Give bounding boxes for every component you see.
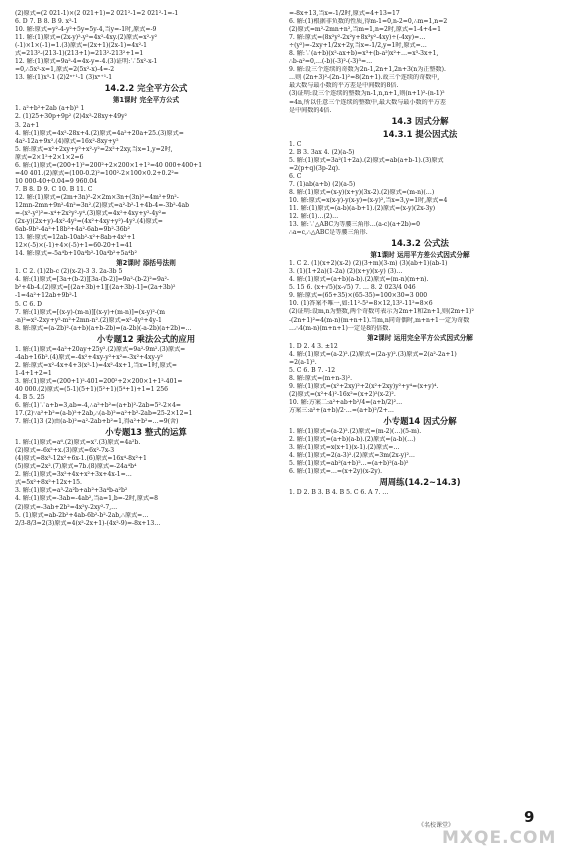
- answer-line: 8. 解:∵(a+b)(x²-ax+b)=x³+(b-a²)x²+…=x³-3x+1,: [289, 50, 439, 58]
- section-heading: 14.3.2 公式法: [391, 238, 449, 249]
- answer-line: 1. 解:(1)原式=4a²+20ay+25y².(2)原式=9a²-9m².(3)原式=: [15, 345, 186, 353]
- answer-line: (-1)×1×(-1)=1.(3)原式=(2x+1)(2x-1)=4x²-1: [15, 42, 148, 50]
- answer-line: 4. 解:(1)原式=[3a+(b-2)][3a-(b-2)]=9a²-(b-2)²=9a²-: [15, 276, 169, 284]
- answer-line: 6ab-9b²-4a²+18b²+4a²-6ab=9b²-36b²: [15, 226, 130, 234]
- answer-line: 式=213²-(213-1)(213+1)=213²-213²+1=1: [15, 50, 144, 58]
- section-heading: 14.2.2 完全平方公式: [104, 83, 188, 94]
- answer-line: 2. 解:原式=x²-4x+4+3(x²-1)=4x²-4x+1,当x=1时,原式=: [15, 361, 177, 369]
- answer-line: =-(x²-y²)²=-x⁴+2x²y²-y⁴.(3)原式=4x²+4xy+y²-4y²=: [15, 210, 167, 218]
- answer-line: 5. 15 6. (x+√5)(x-√5) 7. … 8. 2 023/4 046: [289, 284, 416, 292]
- answer-line: 3. 2a+1: [15, 121, 40, 129]
- answer-line: =2(p+q)(3p-2q).: [289, 164, 340, 172]
- answer-line: 5. 解:(1)原式=ab²(a+b)²…=(a+b)²(a-b)²: [289, 460, 409, 468]
- answer-line: 12. 解:(1)…(2)…: [289, 213, 339, 221]
- section-heading: 小专题14 因式分解: [383, 416, 457, 427]
- answer-line: 1. 解:(1)原式=(a-2)².(2)原式=(m-2)(…)(5-m).: [289, 428, 422, 436]
- answer-line: 8. 解:原式=(a-2b)²-(a+b)(a+b-2b)=(a-2b)(-a-2b)(a+2b)=…: [15, 324, 192, 332]
- answer-line: 1. C 2. (1)(x+2)(x-2) (2)(3+m)(3-m) (3)(ab+1)(ab-1): [289, 260, 448, 268]
- answer-line: 8. 解:原式=(m+n-3)².: [289, 374, 353, 382]
- answer-line: (3)证明:设三个连续的整数为n-1,n,n+1,则(n+1)²-(n-1)²: [289, 90, 445, 98]
- answer-line: 13. 解:∵△ABC为等腰三角形…(a-c)(a+2b)=0: [289, 221, 420, 229]
- answer-line: 1. a²+b²+2ab (a+b)² 1: [15, 105, 85, 113]
- answer-line: 1. 解:(1)原式=a⁶.(2)原式=x⁷.(3)原式=4a²b.: [15, 439, 141, 447]
- right-column: [289, 10, 551, 497]
- answer-line: 原式=2×1²+2×1×2=6: [15, 153, 84, 161]
- answer-line: 4. 解:(1)原式=(a-2)².(2)原式=(2a-y)².(3)原式=2(a²-2a+1): [289, 350, 457, 358]
- answer-line: (2)原式=m²-2mn+n²,当m=1,n=2时,原式=1-4+4=1: [289, 26, 441, 34]
- section-heading: 小专题12 乘法公式的应用: [96, 333, 196, 344]
- section-heading: 周周练(14.2~14.3): [379, 477, 461, 488]
- answer-line: =2(a-1)².: [289, 358, 317, 366]
- answer-line: 方案三:a²+(a+b)/2·…=(a+b)²/2+…: [289, 406, 394, 414]
- answer-line: -n)²=x²-2xy+y²-m²+2mn-n².(2)原式=x²-4y²+4y-1: [15, 316, 162, 324]
- answer-line: 10. 解:原式=y²-4-y²+5y=5y-4,当y=-1时,原式=-9: [15, 26, 157, 34]
- answer-line: -1=4a²+12ab+9b²-1: [15, 292, 78, 300]
- answer-line: 5. C 6. D: [15, 300, 42, 308]
- answer-line: 3. 解:(1)原式=(200+1)²-401=200²+2×200×1+1²-401=: [15, 377, 183, 385]
- answer-line: 最大数与最小数的平方差是中间数的8倍.: [289, 82, 399, 90]
- answer-line: (2)原式=-3ab+2b²=4x²y-2xy²-7,…: [15, 503, 118, 511]
- answer-line: 2. (1)25+30p+9p² (2)4x²-28xy+49y²: [15, 113, 127, 121]
- answer-line: 4. B 5. 25: [15, 393, 45, 401]
- answer-line: 12. 解:(1)原式=9a²-4=4x-y=-4.(3)证明:∵5x²-x-1: [15, 58, 158, 66]
- answer-line: 3. (1)(1+2a)(1-2a) (2)(x+y)(x-y) (3)…: [289, 268, 403, 276]
- answer-line: 6. D 7. B 8. B 9. x²-1: [15, 18, 78, 26]
- left-column: [15, 10, 277, 528]
- lesson-heading: 第1课时 完全平方公式: [112, 96, 180, 105]
- answer-line: 5. (1)原式=ab-2b²+4ab-6b²-b²-2ab,∴原式=…: [15, 511, 149, 519]
- answer-line: (2x-y)(2x+y)-4x²-4y²=(4x²+4xy+y²)-4y².(4)原式=: [15, 218, 163, 226]
- answer-line: …∴4(m-n)(m+n+1)一定是8的倍数.: [289, 324, 391, 332]
- answer-line: 4. 解:(1)原式=(a+b)(a-b).(2)原式=(m-n)(m+n).: [289, 276, 429, 284]
- answer-line: 12. 解:(1)原式=(2m+3n)²-2×2m×3n+(3n)²=4m²+9n²-: [15, 193, 179, 201]
- answer-line: 5. C 6. B 7. -12: [289, 366, 336, 374]
- answer-line: =-8x+13,当x=-1/2时,原式=4+13=17: [289, 10, 400, 17]
- answer-line: 13. 解:原式=12ab-10ab²-x²+8ab+4x²+1: [15, 234, 136, 242]
- answer-line: 4. 解:(1)原式=-3ab=-4ab²,当a=1,b=-2时,原式=8: [15, 495, 159, 503]
- answer-line: 9. 解:(1)原式=(x²+2xy)²+2(x²+2xy)y²+y⁴=(x+y)⁴.: [289, 382, 439, 390]
- answer-line: 1. D 2. 4 3. ±12: [289, 342, 338, 350]
- answer-line: 7. (1)ab(a+b) (2)(a-5): [289, 180, 356, 188]
- answer-line: 式=5x²+8x²+12x+15.: [15, 479, 82, 487]
- answer-line: 12mn-2mn+9n²-4n²=3n².(2)原式=a²-b²-1+4b-4=-3b²-4ab: [15, 201, 190, 209]
- answer-line: 14. 解:原式=-5a⁴b+10a⁴b²-10a⁴b²+5a⁴b²: [15, 250, 137, 258]
- lesson-heading: 第2课时 运用完全平方公式因式分解: [367, 333, 473, 342]
- answer-line: 6. C: [289, 172, 302, 180]
- answer-line: (2)原式=-6x²+x.(3)原式=6x²-7x-3: [15, 447, 115, 455]
- answer-line: 1. D 2. B 3. B 4. B 5. C 6. A 7. …: [289, 489, 389, 497]
- answer-line: 1. C: [289, 140, 302, 148]
- answer-line: 10 000-40+0.04=9 960.04: [15, 177, 98, 185]
- watermark: MXQE.COM: [442, 828, 557, 848]
- answer-line: 2. 解:(1)原式=3x²+4x+x²+3x+4x-1=…: [15, 471, 132, 479]
- answer-line: 3. 解:(1)原式=a³-2a²b+ab²+3a⁴b-a²b²: [15, 487, 128, 495]
- answer-line: 6. 解:(1)原式=…=(x+2y)(x-2y).: [289, 468, 383, 476]
- answer-line: 1-4+1+2=1: [15, 369, 52, 377]
- section-heading: 14.3 因式分解: [391, 115, 449, 126]
- answer-line: 4a²-12a+9x².(4)原式=16x²-8xy+y²: [15, 137, 119, 145]
- answer-line: (5)原式=2x².(7)原式=7b.(8)原式=-24a⁴b⁴: [15, 463, 137, 471]
- answer-line: 8. 解:(1)原式=(x-y)(x+y)(3x-2).(2)原式=(m-n)(…): [289, 188, 435, 196]
- answer-line: b²+4b-4.(2)原式=[(2a+3b)+1][(2a+3b)-1]=(2a+3b)²: [15, 284, 176, 292]
- answer-line: ∴a=c,∴△ABC是等腰三角形.: [289, 229, 368, 237]
- answer-line: ÷(y²)=-2xy+1/2x+2y,当x=-1/2,y=1时,原式=…: [289, 42, 427, 50]
- footer-label: 《名校课堂》: [418, 822, 455, 829]
- answer-line: -4ab+16b².(4)原式=-4x²+4xy-y²+x²=-3x²+4xy-y²: [15, 353, 163, 361]
- answer-line: =40 401.(2)原式=(100-0.2)²=100²-2×100×0.2+0.2²=: [15, 169, 179, 177]
- answer-line: 是中间数的4倍.: [289, 106, 332, 114]
- lesson-heading: 第2课时 添括号法则: [116, 259, 176, 268]
- answer-line: 6. 解:(1)∵a+b=3,ab=-4,∴a²+b²=(a+b)²-2ab=5²-2×4=: [15, 402, 181, 410]
- answer-line: 12×(-5)×(-1)+4×(-5)+1=60-20+1=41: [15, 242, 133, 250]
- answer-line: (2)证明:设m,n为整数,两个奇数可表示为2m+1和2n+1,则(2m+1)²: [289, 308, 474, 316]
- answer-line: (2)原式=(2 021-1)×(2 021+1)=2 021²-1=2 021²-1=-1: [15, 10, 179, 17]
- answer-line: 7. 解:(1)原式=[(x-y)-(m-n)][(x-y)+(m-n)]=(x-y)²-(m: [15, 308, 166, 316]
- answer-line: 4. 解:(1)原式=2(a-3)².(2)原式=3m(2x-y)²…: [289, 452, 415, 460]
- answer-line: 10. 解:原式=x(x-y)-y(x-y)=(x-y)²,当x=3,y=1时,原式=4: [289, 196, 448, 204]
- answer-line: 7. 解:(1)3 (2)由(a-b)²=a²-2ab+b²=1,得a²+b²=…=9(舍): [15, 418, 179, 426]
- section-heading: 小专题13 整式的运算: [105, 427, 187, 438]
- answer-line: 17.(2)∵a²+b²=(a-b)²+2ab,∴(a-b)²=a²+b²-2ab=25-2×12=1: [15, 410, 193, 418]
- answer-line: 13. 解:(1)x⁵-1 (2)2ⁿ⁺¹-1 (3)xⁿ⁺¹-1: [15, 74, 113, 82]
- answer-line: 6. 解:(1)根据非负数的性质,得m-1=0,n-2=0,∴m=1,n=2: [289, 18, 448, 26]
- answer-line: 11. 解:(1)原式=(2x-y)²-y²=4x²-4xy.(2)原式=x²-y²: [15, 34, 158, 42]
- answer-line: 3. 解:(1)原式=x(x+1)(x-1).(2)原式=…: [289, 444, 400, 452]
- answer-line: 10. (1)答案不唯一,如:11²-5²=8×12,13²-11²=8×6: [289, 300, 433, 308]
- lesson-heading: 第1课时 运用平方差公式因式分解: [370, 251, 470, 260]
- answer-line: 5. 解:(1)原式=3a²(1+2a).(2)原式=ab(a+b-1).(3)原式: [289, 156, 444, 164]
- answer-line: 2. B 3. 3ax 4. (2)(a-5): [289, 148, 355, 156]
- answer-line: 10. 解:方案二:a²+ab+b²/4=(a+b/2)²…: [289, 398, 403, 406]
- answer-line: 1. C 2. (1)2b-c (2)(x-2)-3 3. 2a-3b 5: [15, 268, 123, 276]
- section-heading: 14.3.1 提公因式法: [382, 128, 458, 139]
- answer-line: 6. 解:(1)原式=(200+1)²=200²+2×200×1+1²=40 000+400+1: [15, 161, 203, 169]
- answer-line: (4)原式=8x³-12x²+6x-1.(6)原式=16x⁴-8x²+1: [15, 455, 147, 463]
- answer-line: …则 (2n+3)²-(2n-1)²=8(2n+1).故三个连续的奇数中,: [289, 74, 440, 82]
- answer-line: 9. 解:设三个连续的奇数为2n-1,2n+1,2n+3(n为正整数).: [289, 66, 446, 74]
- page-number: 9: [524, 808, 535, 826]
- answer-line: ∴b-a²=0,…(-b)(-3)²-(-3)³=…: [289, 58, 373, 66]
- answer-line: 9. 解:原式=(65+35)×(65-35)=100×30=3 000: [289, 292, 428, 300]
- answer-line: -(2n+1)²=4(m-n)(m+n+1).当m,n同奇偶时,m+n+1一定为奇数: [289, 316, 470, 324]
- answer-line: 5. 解:原式=x²+2xy+y²+x²-y²=2x²+2xy,当x=1,y=2时,: [15, 145, 173, 153]
- answer-line: (2)原式=(x²+4)²-16x²=(x+2)²(x-2)².: [289, 390, 396, 398]
- answer-line: =4n,所以任意三个连续的整数中,最大数与最小数的平方差: [289, 98, 446, 106]
- answer-line: 7. 解:原式=(8x²y²-2x²y+8x³y²-4xy)÷(-4xy)=…: [289, 34, 426, 42]
- answer-line: 4. 解:(1)原式=4x²-28x+4.(2)原式=4a²+20a+25.(3)原式=: [15, 129, 184, 137]
- answer-line: 40 000.(2)原式=(5-1)(5+1)(5²+1)(5⁴+1)+1=1 256: [15, 385, 169, 393]
- answer-line: 11. 解:(1)原式=(a-b)(a-b+1).(2)原式=(x-y)(2x-3y): [289, 204, 436, 212]
- answer-line: 2. 解:(1)原式=(a+b)(a-b).(2)原式=(a-b)(…): [289, 436, 416, 444]
- answer-line: 2/3-8/3=2(3)原式=4(x²-2x+1)-(4x²-9)=-8x+13…: [15, 519, 161, 527]
- answer-line: =0,∴5x²-x=1,原式=2(5x²-x)-4=-2: [15, 66, 115, 74]
- answer-line: 7. B 8. D 9. C 10. B 11. C: [15, 185, 93, 193]
